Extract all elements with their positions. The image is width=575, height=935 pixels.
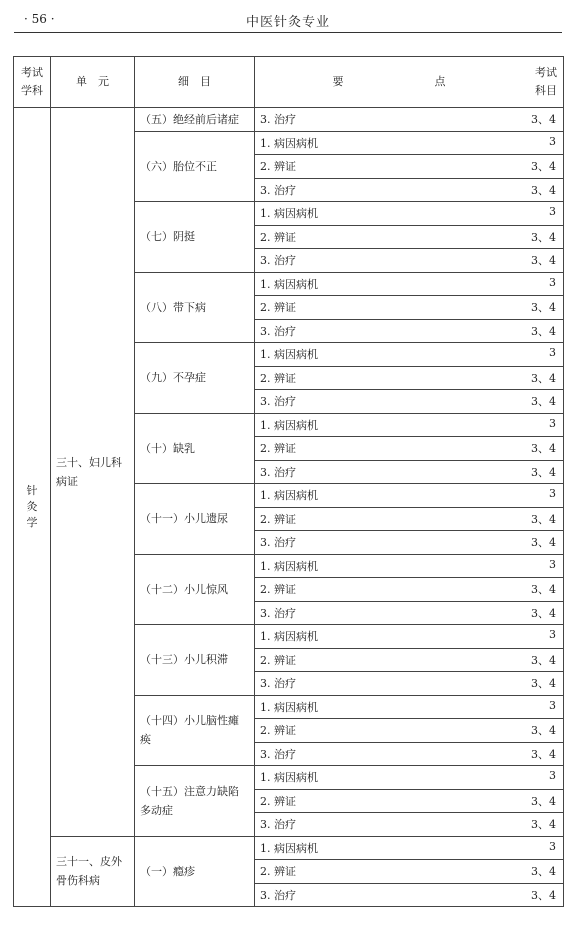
point-text: 2. 辨证 [260, 371, 296, 385]
detail-cell: （五）绝经前后诸症 [135, 108, 255, 132]
point-cell [255, 366, 564, 390]
point-level: 3、4 [531, 324, 556, 338]
point-level: 3、4 [531, 254, 556, 268]
point-text: 2. 辨证 [260, 512, 296, 526]
point-text: 1. 病因病机 [260, 348, 318, 362]
point-cell [255, 648, 564, 672]
page-number: · 56 · [24, 12, 55, 26]
point-text: 3. 治疗 [260, 747, 296, 761]
point-cell [255, 883, 564, 907]
point-level: 3、4 [531, 677, 556, 691]
detail-cell: （十一）小儿遗尿 [135, 484, 255, 555]
point-text: 3. 治疗 [260, 888, 296, 902]
point-text: 1. 病因病机 [260, 700, 318, 714]
point-level: 3、4 [531, 865, 556, 879]
detail-cell: （八）带下病 [135, 272, 255, 343]
point-level: 3 [549, 487, 556, 501]
point-text: 2. 辨证 [260, 794, 296, 808]
table-body [14, 108, 564, 907]
point-level: 3、4 [531, 301, 556, 315]
point-text: 1. 病因病机 [260, 559, 318, 573]
point-text: 3. 治疗 [260, 606, 296, 620]
point-cell [255, 249, 564, 273]
subject-cell: 针 灸 学 [14, 108, 51, 907]
header-point: 要 点 考试 科目 [255, 57, 564, 108]
point-cell [255, 766, 564, 790]
point-level: 3、4 [531, 465, 556, 479]
point-level: 3 [549, 698, 556, 712]
point-cell [255, 531, 564, 555]
point-level: 3、4 [531, 536, 556, 550]
point-level: 3、4 [531, 794, 556, 808]
detail-cell: （一）瘾疹 [135, 836, 255, 907]
point-level: 3、4 [531, 395, 556, 409]
table-row [14, 836, 564, 860]
point-cell [255, 437, 564, 461]
point-cell [255, 108, 564, 132]
detail-cell: （十三）小儿积滞 [135, 625, 255, 696]
point-cell [255, 813, 564, 837]
header-level: 考试 科目 [535, 66, 557, 97]
point-cell [255, 507, 564, 531]
syllabus-table [13, 56, 564, 907]
point-level: 3、4 [531, 653, 556, 667]
detail-cell: （十二）小儿惊风 [135, 554, 255, 625]
point-cell [255, 625, 564, 649]
page-header [14, 6, 562, 33]
point-text: 1. 病因病机 [260, 207, 318, 221]
point-level: 3、4 [531, 512, 556, 526]
point-cell [255, 719, 564, 743]
point-cell [255, 155, 564, 179]
unit-cell: 三十一、皮外骨伤科病 [51, 836, 135, 907]
point-text: 2. 辨证 [260, 653, 296, 667]
header-unit: 单 元 [51, 57, 135, 108]
header-subject: 考试 学科 [14, 57, 51, 108]
point-level: 3、4 [531, 230, 556, 244]
point-cell [255, 131, 564, 155]
point-text: 3. 治疗 [260, 536, 296, 550]
point-text: 1. 病因病机 [260, 630, 318, 644]
point-level: 3、4 [531, 724, 556, 738]
point-text: 2. 辨证 [260, 301, 296, 315]
point-level: 3、4 [531, 113, 556, 127]
point-text: 1. 病因病机 [260, 418, 318, 432]
point-level: 3 [549, 205, 556, 219]
point-cell [255, 601, 564, 625]
point-level: 3 [549, 134, 556, 148]
point-text: 2. 辨证 [260, 583, 296, 597]
unit-cell: 三十、妇儿科病证 [51, 108, 135, 837]
point-cell [255, 413, 564, 437]
point-text: 1. 病因病机 [260, 771, 318, 785]
point-text: 2. 辨证 [260, 724, 296, 738]
point-text: 2. 辨证 [260, 442, 296, 456]
point-cell [255, 554, 564, 578]
point-cell [255, 272, 564, 296]
point-cell [255, 225, 564, 249]
point-cell [255, 836, 564, 860]
point-level: 3 [549, 346, 556, 360]
table-header-row [14, 57, 564, 108]
point-cell [255, 390, 564, 414]
point-text: 3. 治疗 [260, 254, 296, 268]
point-level: 3、4 [531, 371, 556, 385]
detail-cell: （九）不孕症 [135, 343, 255, 414]
point-cell [255, 695, 564, 719]
point-cell [255, 343, 564, 367]
point-cell [255, 789, 564, 813]
point-text: 3. 治疗 [260, 818, 296, 832]
point-level: 3 [549, 839, 556, 853]
detail-cell: （十五）注意力缺陷多动症 [135, 766, 255, 837]
point-text: 3. 治疗 [260, 324, 296, 338]
point-cell [255, 460, 564, 484]
point-level: 3 [549, 416, 556, 430]
page-title: 中医针灸专业 [245, 15, 330, 30]
point-level: 3、4 [531, 606, 556, 620]
point-cell [255, 296, 564, 320]
point-level: 3 [549, 557, 556, 571]
point-cell [255, 202, 564, 226]
point-text: 2. 辨证 [260, 865, 296, 879]
point-text: 2. 辨证 [260, 160, 296, 174]
point-text: 3. 治疗 [260, 677, 296, 691]
point-text: 3. 治疗 [260, 183, 296, 197]
point-cell [255, 672, 564, 696]
point-cell [255, 578, 564, 602]
detail-cell: （六）胎位不正 [135, 131, 255, 202]
point-level: 3 [549, 275, 556, 289]
point-text: 3. 治疗 [260, 465, 296, 479]
point-text: 1. 病因病机 [260, 489, 318, 503]
point-level: 3、4 [531, 442, 556, 456]
point-cell [255, 178, 564, 202]
point-cell [255, 319, 564, 343]
point-level: 3、4 [531, 747, 556, 761]
point-text: 2. 辨证 [260, 230, 296, 244]
point-level: 3 [549, 769, 556, 783]
point-level: 3、4 [531, 583, 556, 597]
point-cell [255, 860, 564, 884]
detail-cell: （十）缺乳 [135, 413, 255, 484]
header-detail: 细 目 [135, 57, 255, 108]
point-level: 3、4 [531, 888, 556, 902]
point-text: 3. 治疗 [260, 395, 296, 409]
point-text: 1. 病因病机 [260, 277, 318, 291]
point-cell [255, 484, 564, 508]
point-text: 1. 病因病机 [260, 841, 318, 855]
point-text: 1. 病因病机 [260, 136, 318, 150]
point-level: 3、4 [531, 183, 556, 197]
point-text: 3. 治疗 [260, 113, 296, 127]
table-row [14, 108, 564, 132]
point-cell [255, 742, 564, 766]
point-level: 3、4 [531, 160, 556, 174]
detail-cell: （七）阴挺 [135, 202, 255, 273]
point-level: 3、4 [531, 818, 556, 832]
detail-cell: （十四）小儿脑性瘫痪 [135, 695, 255, 766]
point-level: 3 [549, 628, 556, 642]
